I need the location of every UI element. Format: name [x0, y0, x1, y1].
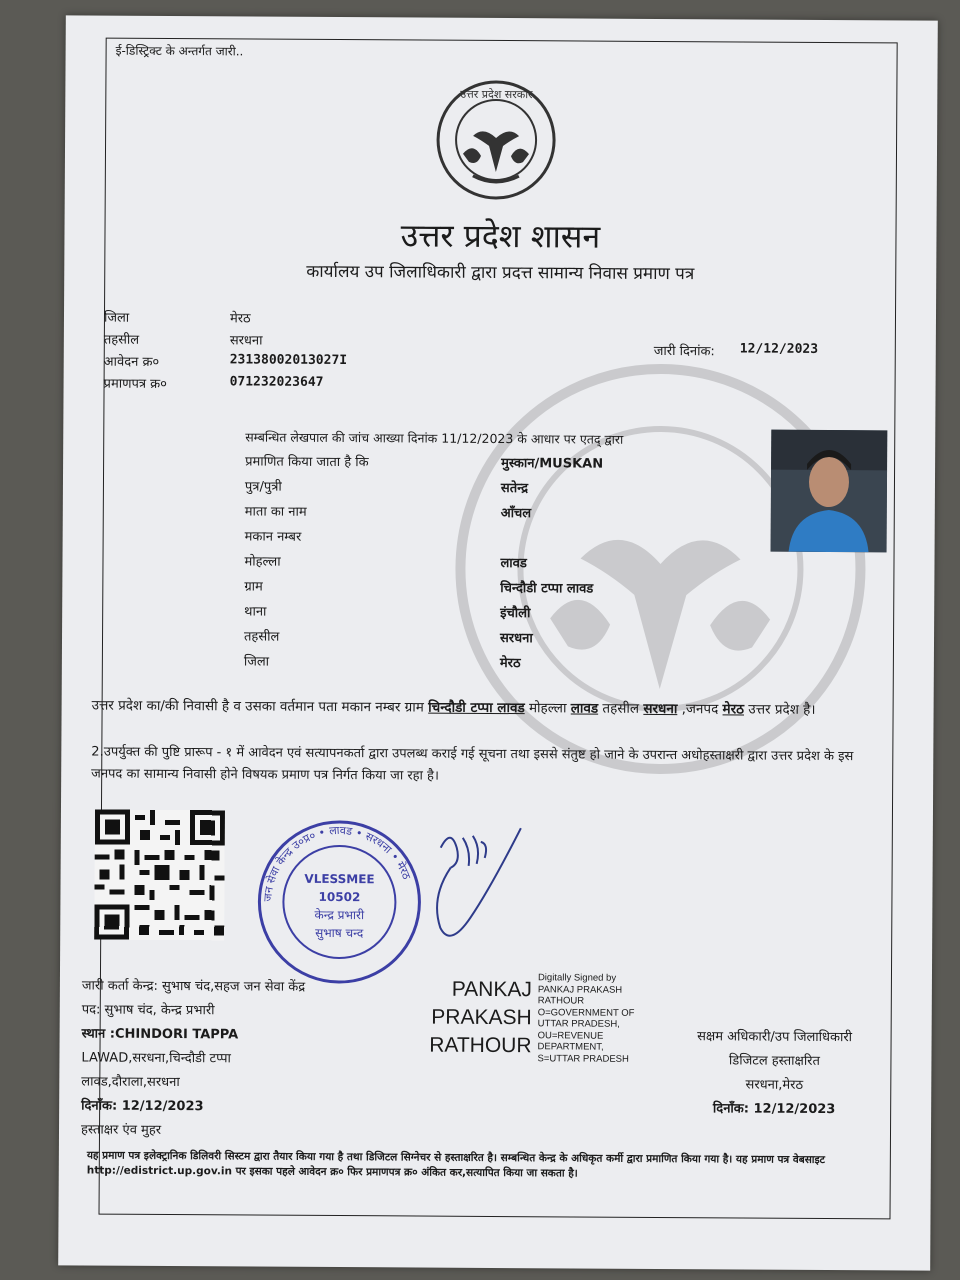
applicant-name: मुस्कान/MUSKAN	[501, 456, 604, 472]
sign-detail-line: Digitally Signed by	[537, 972, 617, 984]
digital-signer-name	[401, 975, 532, 1060]
stamp-line-3: केन्द्र प्रभारी	[314, 907, 365, 923]
detail-label: थाना	[244, 604, 267, 620]
handwritten-signature	[410, 807, 531, 958]
detail-label: मोहल्ला	[244, 554, 281, 570]
detail-label: तहसील	[243, 629, 280, 645]
sign-detail-line: UTTAR PRADESH,	[537, 1018, 620, 1030]
village-value: चिन्दौडी टप्पा लावड	[500, 581, 594, 597]
authority-date: दिनाँक: 12/12/2023	[712, 1101, 836, 1118]
sign-detail-line: S=UTTAR PRADESH	[537, 1052, 629, 1065]
issuer-signature-label: हस्ताक्षर एंव मुहर	[80, 1122, 162, 1138]
sign-detail-line: PANKAJ PRAKASH	[537, 983, 623, 996]
issuer-place-2: LAWAD,सरधना,चिन्दौडी टप्पा	[81, 1050, 231, 1067]
issuer-centre: जारी कर्ता केन्द्र: सुभाष चंद,सहज जन सेवा केंद्र	[81, 978, 306, 995]
issuer-place-1: स्थान :CHINDORI TAPPA	[81, 1026, 239, 1043]
signer-name-line: PRAKASH	[431, 1005, 532, 1030]
police-station-value: इंचौली	[500, 606, 531, 622]
detail-label: मकान नम्बर	[244, 529, 302, 545]
district-detail-value: मेरठ	[499, 656, 521, 672]
digital-signature-details	[537, 972, 634, 1065]
certificate-number: 071232023647	[229, 374, 324, 390]
stamp-line-4: सुभाष चन्द	[315, 925, 364, 941]
sign-detail-line: O=GOVERNMENT OF	[537, 1006, 635, 1019]
authority-place: सरधना,मेरठ	[745, 1077, 804, 1093]
tehsil-label: तहसील	[103, 332, 140, 348]
issue-date-label: जारी दिनांक:	[653, 343, 715, 360]
issuer-place-3: लावड,दौराला,सरधना	[81, 1074, 180, 1091]
district-label: जिला	[103, 310, 130, 326]
sign-detail-line: RATHOUR	[537, 995, 585, 1007]
application-number: 23138002013027I	[229, 352, 348, 369]
sign-detail-line: OU=REVENUE	[537, 1029, 604, 1042]
stamp-line-1: VLESSMEE	[304, 871, 375, 887]
certificate-sheet	[58, 15, 938, 1270]
page-title: उत्तर प्रदेश शासन	[400, 216, 601, 256]
stamp-line-2: 10502	[318, 889, 361, 905]
signer-name-line: PANKAJ	[451, 977, 532, 1002]
signer-name-line: RATHOUR	[429, 1033, 532, 1058]
detail-label: पुत्र/पुत्री	[244, 479, 282, 495]
footer-note: यह प्रमाण पत्र इलेक्ट्रानिक डिलिवरी सिस्टम द्वारा तैयार किया गया है तथा डिजिटल सिग्नेचर से हस्ताक्षरित है। सम्बन्धित केन्द्र के अधिकृत कर्मी द्वारा प्रमाणित किया गया है। यह प्रमाण पत्र वेबसाइट http://edistrict.up.gov.in पर इसका पहले आवेदन क्र० फिर प्रमाणपत्र क्र० अंकित कर,सत्यापित किया जा सकता है।	[86, 1149, 826, 1180]
statement-village: चिन्दौडी टप्पा लावड	[428, 699, 525, 717]
father-name: सतेन्द्र	[500, 481, 529, 497]
verification-statement: 2.उपर्युक्त की पुष्टि प्रारूप - १ में आवेदन एवं सत्यापनकर्ता द्वारा उपलब्ध कराई गई सूचना तथा इससे संतुष्ट हो जाने के उपरान्त अधोहस्ताक्षरी द्वारा उत्तर प्रदेश के इस जनपद का सामान्य निवासी होने विषयक प्रमाण पत्र निर्गत किया जा रहा है।	[91, 744, 854, 784]
district-value: मेरठ	[229, 311, 251, 327]
detail-label: प्रमाणित किया जाता है कि	[245, 454, 369, 471]
stamp-ring-text: जन सेवा केन्द्र उ०प्र० • लावड • सरधना • मेरठ	[261, 823, 414, 902]
issuer-date: दिनाँक: 12/12/2023	[81, 1098, 204, 1115]
statement-mohalla: लावड	[570, 700, 599, 717]
statement-text: तहसील	[598, 700, 644, 717]
certificate-subtitle: कार्यालय उप जिलाधिकारी द्वारा प्रदत्त सामान्य निवास प्रमाण पत्र	[306, 261, 695, 285]
statement-tehsil: सरधना	[643, 700, 678, 718]
statement-text: उत्तर प्रदेश का/की निवासी है व उसका वर्तमान पता मकान नम्बर ग्राम	[91, 697, 429, 716]
application-label: आवेदन क्र०	[103, 354, 160, 370]
mother-name: आँचल	[500, 506, 532, 522]
tehsil-value: सरधना	[229, 333, 263, 349]
statement-text: मोहल्ला	[524, 700, 571, 717]
issue-date: 12/12/2023	[739, 341, 819, 357]
statement-district: मेरठ	[722, 701, 745, 718]
statement-text: उत्तर प्रदेश है।	[743, 701, 816, 718]
intro-line: सम्बन्धित लेखपाल की जांच आख्या दिनांक 11/12/2023 के आधार पर एतद् द्वारा	[245, 429, 624, 447]
tehsil-detail-value: सरधना	[499, 631, 533, 647]
top-note: ई-डिस्ट्रिक्ट के अन्तर्गत जारी..	[115, 43, 244, 59]
mohalla-value: लावड	[500, 556, 527, 572]
competent-authority	[659, 1025, 890, 1122]
authority-title: सक्षम अधिकारी/उप जिलाधिकारी	[697, 1029, 853, 1046]
up-emblem-logo	[433, 76, 560, 205]
detail-label: माता का नाम	[244, 504, 307, 520]
detail-label: ग्राम	[244, 579, 263, 595]
emblem-text: उत्तर प्रदेश सरकार	[460, 87, 533, 102]
applicant-photo	[771, 430, 888, 553]
statement-text: ,जनपद	[677, 701, 723, 718]
authority-digital-sign: डिजिटल हस्ताक्षरित	[728, 1053, 820, 1069]
qr-code	[94, 808, 225, 943]
sign-detail-line: DEPARTMENT,	[537, 1041, 604, 1053]
certificate-label: प्रमाणपत्र क्र०	[103, 376, 167, 392]
detail-label: जिला	[243, 654, 270, 670]
issuer-post: पद: सुभाष चंद, केन्द्र प्रभारी	[81, 1002, 215, 1019]
jan-seva-kendra-stamp	[254, 817, 425, 988]
